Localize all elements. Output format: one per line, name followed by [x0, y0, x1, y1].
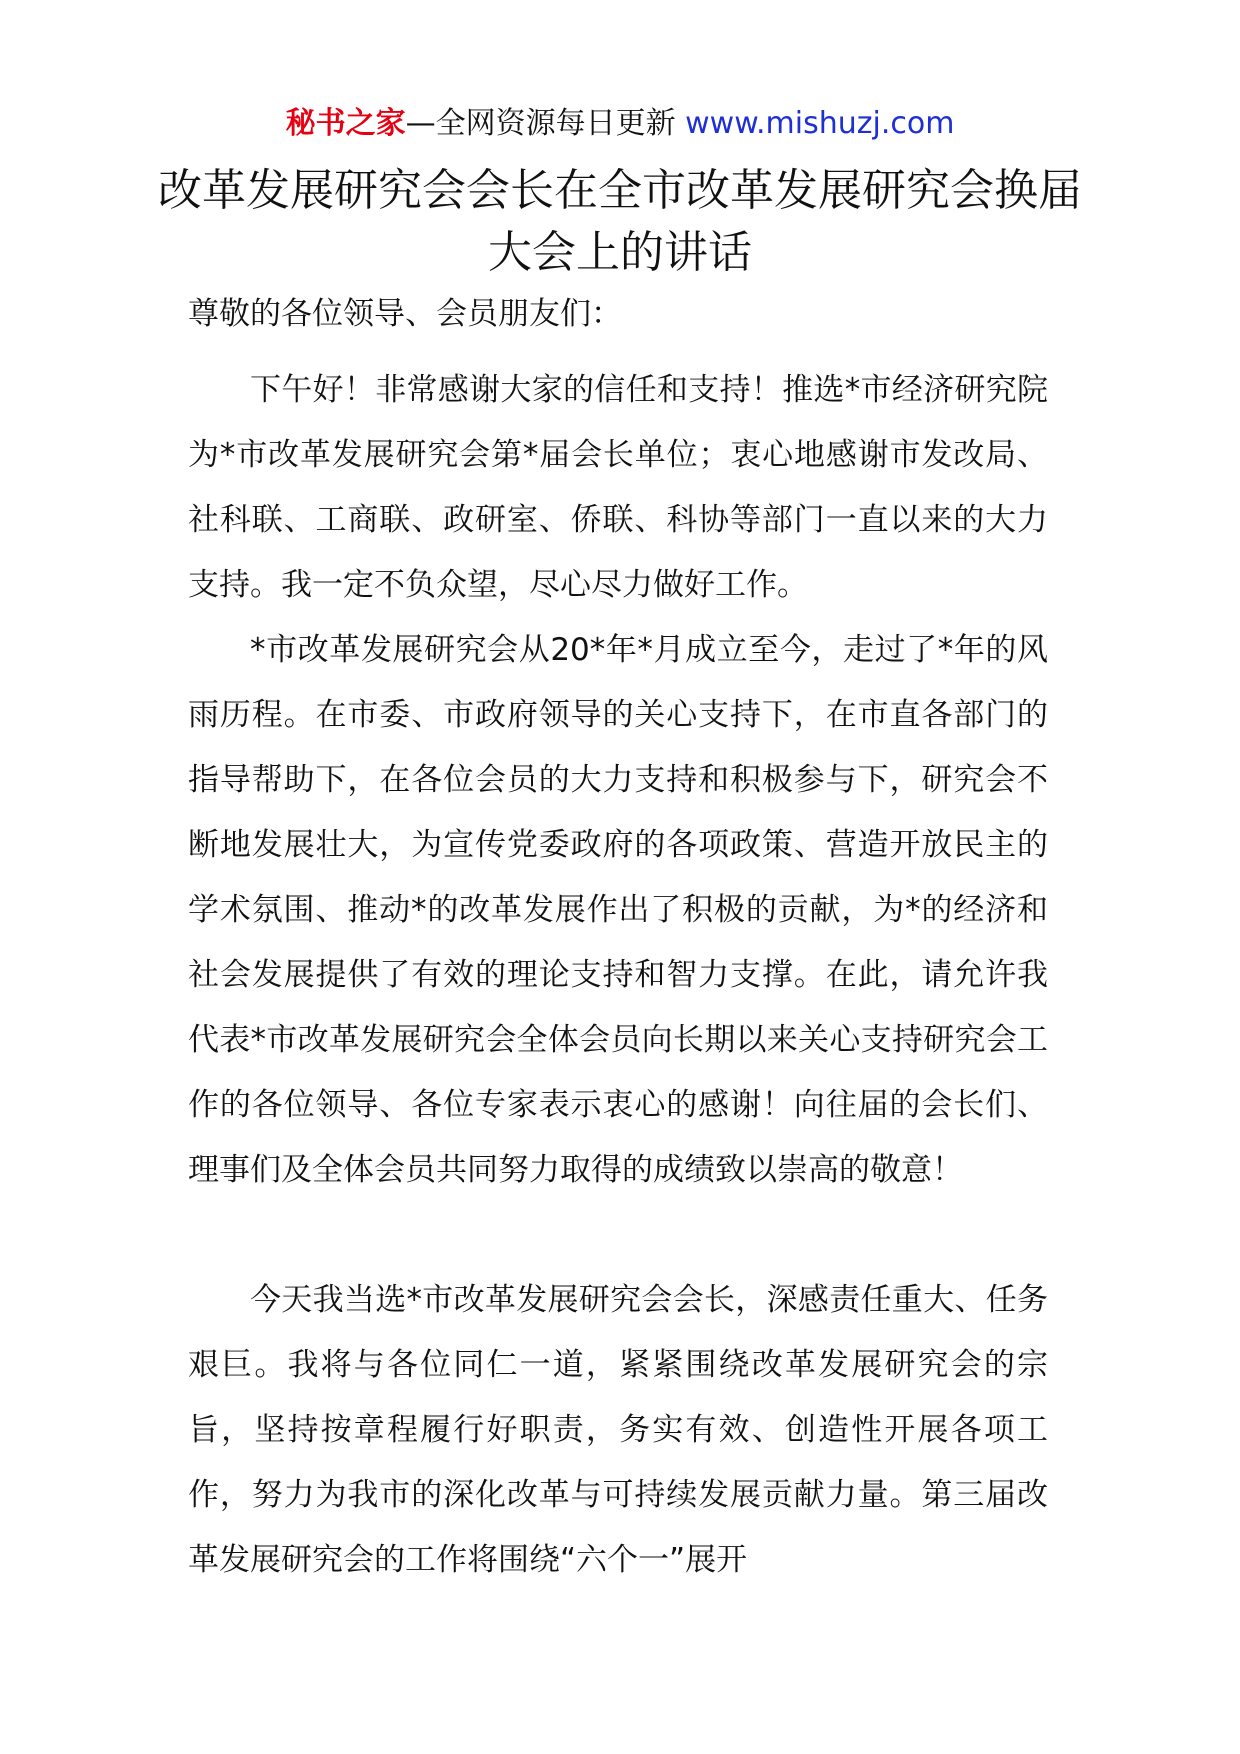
- document-title: 改革发展研究会会长在全市改革发展研究会换届大会上的讲话: [158, 165, 1082, 278]
- body-paragraph: 今天我当选*市改革发展研究会会长，深感责任重大、任务艰巨。我将与各位同仁一道，紧紧围绕改革发展研究会的宗旨，坚持按章程履行好职责，务实有效、创造性开展各项工作，努力为我市的深化改革与可持续发展贡献力量。第三届改革发展研究会的工作将围绕“六个一”展开: [188, 1282, 1048, 1578]
- salutation: 尊敬的各位领导、会员朋友们：: [188, 296, 622, 332]
- body-paragraph: 下午好！非常感谢大家的信任和支持！推选*市经济研究院为*市改革发展研究会第*届会长单位；衷心地感谢市发改局、社科联、工商联、政研室、侨联、科协等部门一直以来的大力支持。我一定不负众望，尽心尽力做好工作。: [188, 372, 1048, 603]
- header-tagline: —全网资源每日更新: [405, 106, 686, 141]
- site-url-link[interactable]: www.mishuzj.com: [685, 106, 955, 141]
- body-paragraph: *市改革发展研究会从20*年*月成立至今，走过了*年的风雨历程。在市委、市政府领导的关心支持下，在市直各部门的指导帮助下，在各位会员的大力支持和积极参与下，研究会不断地发展壮大，为宣传党委政府的各项政策、营造开放民主的学术氛围、推动*的改革发展作出了积极的贡献，为*的经济和社会发展提供了有效的理论支持和智力支撑。在此，请允许我代表*市改革发展研究会全体会员向长期以来关心支持研究会工作的各位领导、各位专家表示衷心的感谢！向往届的会长们、理事们及全体会员共同努力取得的成绩致以崇高的敬意！: [188, 632, 1048, 1188]
- brand-name: 秘书之家: [285, 106, 406, 141]
- site-header-banner: [0, 104, 1240, 144]
